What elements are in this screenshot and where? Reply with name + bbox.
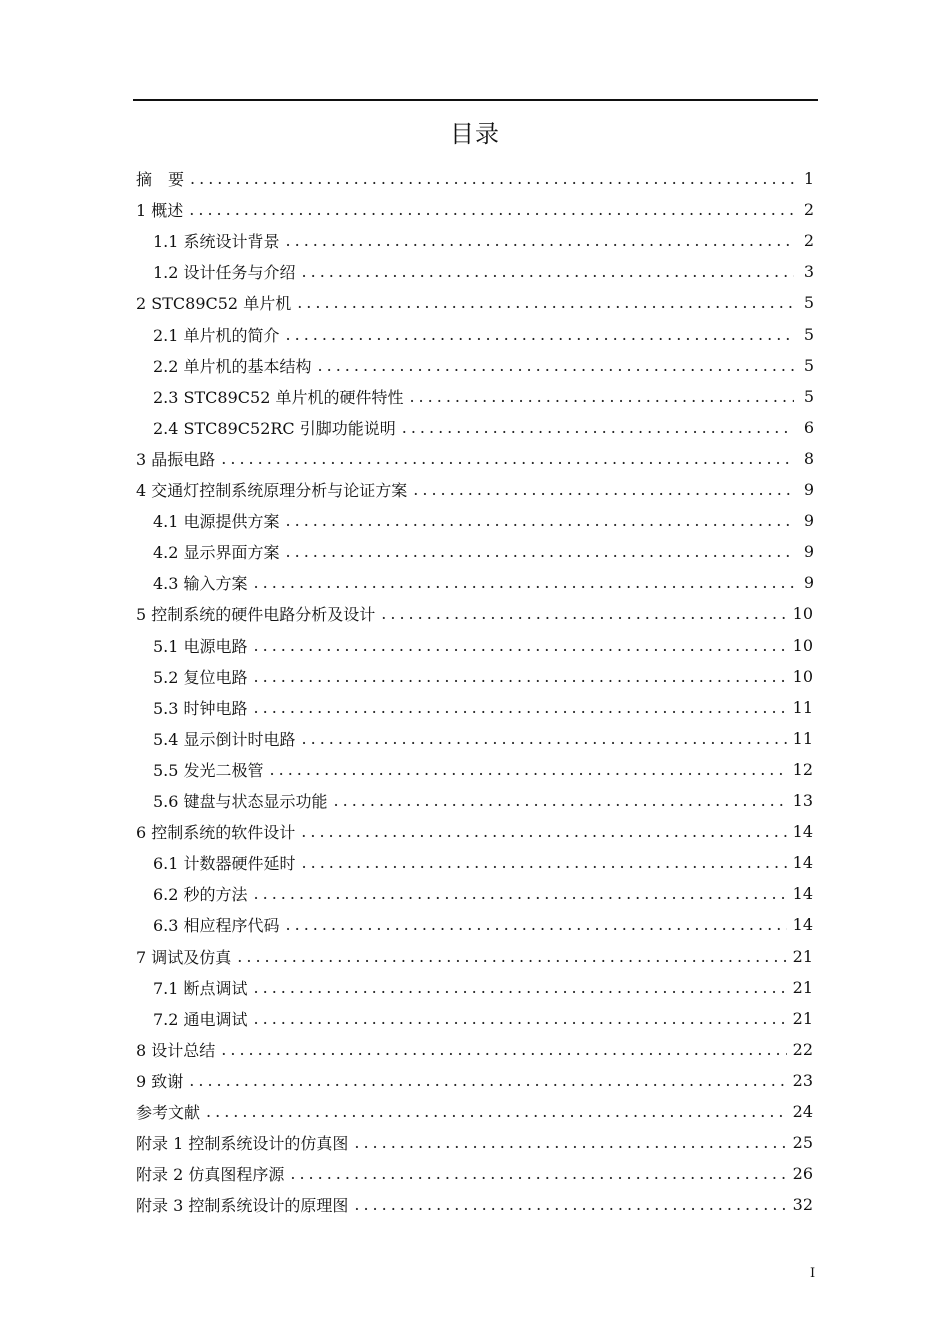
toc-entry-label: 参考文献 — [136, 1103, 201, 1122]
toc-entry-page: 23 — [792, 1071, 813, 1090]
toc-entry-page: 14 — [792, 853, 813, 872]
toc-entry-page: 12 — [792, 760, 813, 779]
toc-entry-page: 25 — [792, 1133, 813, 1152]
toc-entry-label: 2.2 单片机的基本结构 — [153, 357, 312, 376]
toc-entry[interactable] — [153, 350, 814, 381]
toc-entry[interactable] — [153, 1003, 813, 1034]
toc-dot-leader — [402, 418, 794, 437]
toc-entry-page: 5 — [803, 325, 814, 344]
toc-entry-label: 1.2 设计任务与介绍 — [153, 263, 296, 282]
toc-entry[interactable] — [153, 972, 813, 1003]
toc-entry[interactable] — [153, 754, 813, 785]
toc-entry-label: 1.1 系统设计背景 — [153, 232, 280, 251]
toc-dot-leader — [254, 573, 794, 592]
toc-entry-label: 4.3 输入方案 — [153, 574, 248, 593]
toc-entry[interactable] — [153, 661, 813, 692]
toc-entry-label: 2.4 STC89C52RC 引脚功能说明 — [153, 419, 396, 438]
toc-entry-label: 附录 3 控制系统设计的原理图 — [136, 1196, 349, 1215]
toc-entry-label: 6.2 秒的方法 — [153, 885, 248, 904]
toc-entry-label: 4 交通灯控制系统原理分析与论证方案 — [136, 481, 408, 500]
toc-entry-page: 9 — [803, 511, 814, 530]
toc-entry[interactable] — [136, 1158, 813, 1189]
toc-entry-label: 5.3 时钟电路 — [153, 699, 248, 718]
toc-entry-page: 22 — [792, 1040, 813, 1059]
toc-entry-label: 6.3 相应程序代码 — [153, 916, 280, 935]
toc-dot-leader — [221, 449, 794, 468]
toc-entry[interactable] — [136, 1189, 813, 1220]
toc-dot-leader — [189, 1071, 786, 1090]
toc-entry[interactable] — [153, 785, 813, 816]
toc-entry-page: 3 — [803, 262, 814, 281]
toc-dot-leader — [334, 791, 787, 810]
toc-entry-page: 10 — [792, 667, 813, 686]
toc-entry-page: 2 — [803, 231, 814, 250]
toc-entry-label: 8 设计总结 — [136, 1041, 216, 1060]
toc-entry-page: 10 — [792, 636, 813, 655]
toc-entry-label: 4.1 电源提供方案 — [153, 512, 280, 531]
toc-entry-label: 5.6 键盘与状态显示功能 — [153, 792, 328, 811]
toc-entry-page: 8 — [803, 449, 814, 468]
toc-entry-page: 26 — [792, 1164, 813, 1183]
toc-dot-leader — [354, 1195, 786, 1214]
toc-entry-page: 9 — [803, 480, 814, 499]
toc-entry[interactable] — [153, 878, 813, 909]
toc-entry-page: 21 — [792, 978, 813, 997]
toc-entry-label: 6.1 计数器硬件延时 — [153, 854, 296, 873]
toc-entry[interactable] — [136, 474, 814, 505]
toc-entry-label: 1 概述 — [136, 201, 184, 220]
toc-entry[interactable] — [136, 941, 813, 972]
toc-dot-leader — [254, 1009, 787, 1028]
toc-dot-leader — [354, 1133, 786, 1152]
toc-entry-page: 24 — [792, 1102, 813, 1121]
toc-dot-leader — [381, 604, 786, 623]
toc-dot-leader — [237, 947, 786, 966]
toc-dot-leader — [318, 356, 794, 375]
toc-entry[interactable] — [136, 194, 814, 225]
toc-entry-label: 5.1 电源电路 — [153, 637, 248, 656]
toc-dot-leader — [286, 915, 787, 934]
toc-entry[interactable] — [136, 163, 814, 194]
toc-entry-page: 9 — [803, 542, 814, 561]
toc-entry-label: 7.1 断点调试 — [153, 979, 248, 998]
toc-entry-page: 6 — [803, 418, 814, 437]
toc-entry-page: 21 — [792, 1009, 813, 1028]
toc-entry-page: 21 — [792, 947, 813, 966]
toc-dot-leader — [254, 667, 787, 686]
toc-entry-label: 7.2 通电调试 — [153, 1010, 248, 1029]
toc-dot-leader — [190, 169, 794, 188]
toc-dot-leader — [413, 480, 794, 499]
toc-entry[interactable] — [153, 723, 813, 754]
toc-entry[interactable] — [136, 1065, 813, 1096]
toc-entry[interactable] — [153, 505, 814, 536]
toc-entry-label: 附录 2 仿真图程序源 — [136, 1165, 285, 1184]
toc-dot-leader — [254, 698, 787, 717]
toc-entry-page: 32 — [792, 1195, 813, 1214]
toc-dot-leader — [221, 1040, 786, 1059]
toc-entry[interactable] — [136, 1127, 813, 1158]
toc-entry-page: 14 — [792, 884, 813, 903]
toc-title: 目录 — [450, 120, 500, 148]
toc-entry-label: 2.1 单片机的简介 — [153, 326, 280, 345]
header-rule — [133, 99, 818, 101]
toc-entry-label: 4.2 显示界面方案 — [153, 543, 280, 562]
toc-entry[interactable] — [153, 692, 813, 723]
toc-dot-leader — [301, 822, 786, 841]
toc-entry-page: 14 — [792, 915, 813, 934]
toc-entry-label: 7 调试及仿真 — [136, 948, 232, 967]
toc-dot-leader — [206, 1102, 787, 1121]
toc-entry-label: 5 控制系统的硬件电路分析及设计 — [136, 605, 376, 624]
toc-entry[interactable] — [136, 287, 814, 318]
toc-entry[interactable] — [153, 847, 813, 878]
toc-dot-leader — [286, 325, 794, 344]
toc-entry-page: 2 — [803, 200, 814, 219]
toc-entry-page: 11 — [792, 729, 813, 748]
toc-entry-page: 5 — [803, 356, 814, 375]
toc-entry-label: 9 致谢 — [136, 1072, 184, 1091]
toc-dot-leader — [302, 729, 787, 748]
toc-entry-label: 6 控制系统的软件设计 — [136, 823, 296, 842]
toc-dot-leader — [297, 293, 794, 312]
toc-entry[interactable] — [136, 816, 813, 847]
toc-dot-leader — [254, 978, 787, 997]
toc-dot-leader — [302, 853, 787, 872]
toc-dot-leader — [286, 542, 794, 561]
toc-entry[interactable] — [153, 909, 813, 940]
footer-page-number: I — [810, 1266, 816, 1281]
toc-entry-label: 5.4 显示倒计时电路 — [153, 730, 296, 749]
toc-entry-page: 11 — [792, 698, 813, 717]
toc-entry-page: 13 — [792, 791, 813, 810]
toc-entry-page: 9 — [803, 573, 814, 592]
toc-entry[interactable] — [153, 256, 814, 287]
toc-dot-leader — [189, 200, 794, 219]
toc-dot-leader — [290, 1164, 786, 1183]
toc-entry[interactable] — [153, 630, 813, 661]
toc-dot-leader — [254, 884, 787, 903]
toc-entry-label: 5.2 复位电路 — [153, 668, 248, 687]
toc-entry-label: 摘 要 — [136, 170, 185, 189]
toc-entry-page: 5 — [803, 387, 814, 406]
toc-dot-leader — [302, 262, 794, 281]
toc-entry-label: 3 晶振电路 — [136, 450, 216, 469]
toc-entry-page: 5 — [803, 293, 814, 312]
toc-dot-leader — [286, 511, 794, 530]
toc-entry[interactable] — [136, 1096, 813, 1127]
toc-entry-label: 5.5 发光二极管 — [153, 761, 264, 780]
toc-entry[interactable] — [136, 1034, 813, 1065]
toc-entry[interactable] — [153, 412, 814, 443]
toc-entry[interactable] — [153, 225, 814, 256]
toc-entry-label: 2.3 STC89C52 单片机的硬件特性 — [153, 388, 404, 407]
toc-entry[interactable] — [153, 381, 814, 412]
toc-entry-page: 1 — [803, 169, 814, 188]
toc-entry[interactable] — [153, 536, 814, 567]
toc-dot-leader — [409, 387, 794, 406]
toc-entry[interactable] — [136, 598, 813, 629]
toc-entry[interactable] — [153, 319, 814, 350]
toc-entry-page: 14 — [792, 822, 813, 841]
toc-entry[interactable] — [153, 567, 814, 598]
toc-dot-leader — [286, 231, 794, 250]
toc-dot-leader — [254, 636, 787, 655]
toc-entry-label: 附录 1 控制系统设计的仿真图 — [136, 1134, 349, 1153]
toc-entry[interactable] — [136, 443, 814, 474]
toc-entry-label: 2 STC89C52 单片机 — [136, 294, 292, 313]
toc-entry-page: 10 — [792, 604, 813, 623]
toc-dot-leader — [270, 760, 787, 779]
